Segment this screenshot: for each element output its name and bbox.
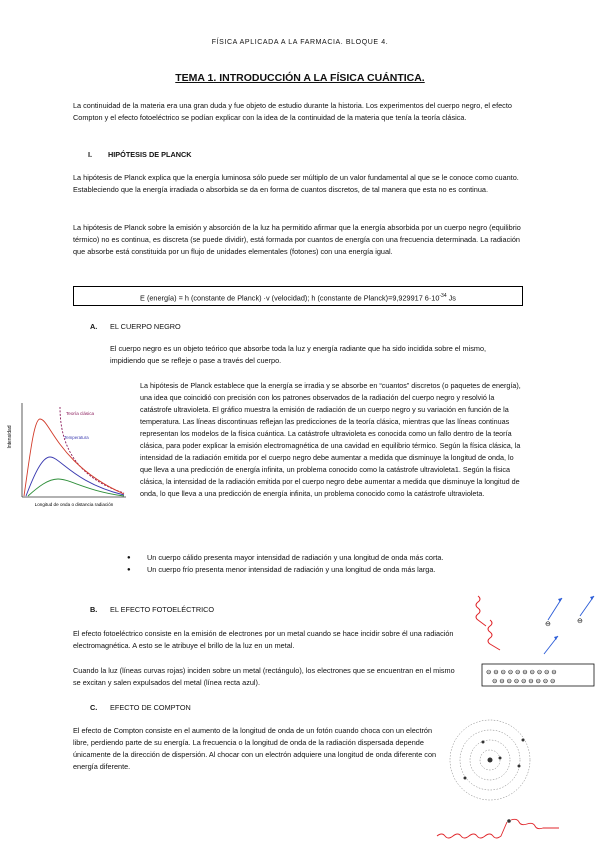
metal-electrons-row-2: ⊖ ⊖ ⊖ ⊖ ⊖ ⊖ ⊖ ⊖ ⊖ bbox=[492, 678, 556, 685]
formula-unit: Js bbox=[448, 293, 456, 303]
page-title: TEMA 1. INTRODUCCIÓN A LA FÍSICA CUÁNTICA. bbox=[175, 72, 425, 84]
photoelectric-paragraph-1: El efecto fotoeléctrico consiste en la emisión de electrones por un metal cuando se hace incidir sobre él una radiación electromagnética. A esto se le atribuye el brillo de la luz en un metal. bbox=[73, 629, 454, 650]
section-title: HIPÓTESIS DE PLANCK bbox=[108, 150, 192, 159]
electron-path-3-arrow bbox=[554, 636, 558, 640]
free-electron: ⊖ bbox=[577, 618, 583, 625]
orbit-electron bbox=[499, 757, 502, 760]
scattered-photon-wave bbox=[511, 819, 559, 828]
page-header: FÍSICA APLICADA A LA FARMACIA. BLOQUE 4. bbox=[211, 39, 389, 46]
formula-text: E (energía) = h (constante de Planck) ·v (velocidad); h (constante de Planck)=9,929917 6·10 bbox=[140, 293, 440, 303]
subsection-c-title: EFECTO DE COMPTON bbox=[110, 703, 191, 712]
black-body-paragraph-1: El cuerpo negro es un objeto teórico que absorbe toda la luz y energía radiante que ha sido incidida sobre el mismo, impidiendo que se refleje o pase a través del cuerpo. bbox=[110, 344, 487, 365]
photoelectric-effect-figure bbox=[470, 590, 598, 695]
temperature-label: Temperatura bbox=[64, 435, 89, 440]
orbit-electron bbox=[482, 741, 485, 744]
subsection-c-letter: C. bbox=[90, 703, 98, 712]
temperature-bullet-list bbox=[127, 552, 537, 576]
bullet-warm-body: ● Un cuerpo cálido presenta mayor intensidad de radiación y una longitud de onda más corta. bbox=[127, 552, 537, 564]
section-number: I. bbox=[88, 150, 93, 159]
classical-theory-label: Teoría clásica bbox=[66, 411, 95, 416]
nucleus bbox=[488, 758, 493, 763]
formula-exponent: -34 bbox=[439, 293, 447, 299]
subsection-b-letter: B. bbox=[90, 605, 98, 614]
cold-curve bbox=[28, 479, 124, 496]
planck-paragraph-1: La hipótesis de Planck explica que la energía luminosa sólo puede ser múltiplo de un valor fundamental al que se le conoce como cuanto. Estableciendo que la energía irradiada o absorbida se da en forma de cuantos discretos, de tal manera que esta no es continua. bbox=[73, 173, 519, 194]
planck-formula-box bbox=[73, 286, 523, 306]
subsection-b-title: EL EFECTO FOTOELÉCTRICO bbox=[110, 605, 215, 614]
subsection-a-title: EL CUERPO NEGRO bbox=[110, 322, 181, 331]
bullet-cold-body: ● Un cuerpo frío presenta menor intensidad de radiación y una longitud de onda más larga. bbox=[127, 564, 537, 576]
intro-paragraph: La continuidad de la materia era una gran duda y fue objeto de estudio durante la historia. Los experimentos del cuerpo negro, el efecto Compton y el efecto fotoeléctrico se podían explicar con la idea de la continuidad de la materia que tenía la teoría clásica. bbox=[73, 101, 512, 122]
orbit-electron bbox=[522, 739, 525, 742]
orbit-electron bbox=[464, 777, 467, 780]
metal-electrons-row-1: ⊖ ⊖ ⊖ ⊖ ⊖ ⊖ ⊖ ⊖ ⊖ ⊖ bbox=[486, 669, 557, 676]
y-axis-label: Intensidad bbox=[7, 425, 13, 449]
hot-curve bbox=[24, 419, 124, 496]
incident-photon-wave bbox=[437, 822, 507, 838]
free-electron bbox=[507, 819, 511, 823]
x-axis-label: Longitud de onda o distancia radiación bbox=[34, 502, 114, 507]
orbit-electron bbox=[518, 765, 521, 768]
black-body-paragraph-2: La hipótesis de Planck establece que la energía se irradia y se absorbe en “cuantos” discretos (o paquetes de energía), una idea que coincidió con precisión con los patrones observados de la radiación del cuerpo negro y resolvió la catástrofe ultravioleta. El gráfico muestra la emisión de radiación de un cuerpo negro y su variación en función de la temperatura. Las líneas discontinuas reflejan las predicciones de la teoría clásica, mientras que las líneas continuas representan los modelos de la física cuántica. La catástrofe ultravioleta es conocida como un fallo dentro de la teoría clásica, para poder explicar la emisión electromagnética de una cavidad en equilibrio térmico. Según la física clásica, la intensidad de la radiación emitida por el cuerpo negro debe aumentar a medida que disminuye la longitud de onda, lo que lleva a una predicción de energía infinita, un problema conocido como la catástrofe ultravioleta1. Según la física clásica, la intensidad de la radiación emitida por el cuerpo negro debe aumentar a medida que disminuye la longitud de onda, lo que lleva a una predicción de energía infinita, un problema conocido como la catástrofe ultravioleta. bbox=[140, 381, 521, 498]
electron-path-2-arrow bbox=[590, 596, 594, 600]
black-body-radiation-figure bbox=[4, 395, 130, 515]
free-electron: ⊖ bbox=[545, 621, 551, 628]
incident-light-wave-1 bbox=[476, 596, 486, 626]
compton-paragraph: El efecto de Compton consiste en el aumento de la longitud de onda de un fotón cuando choca con un electrón libre, perdiendo parte de su energía. La frecuencia o la longitud de onda de la radiación dispersada depende únicamente de la dirección de dispersión. Al chocar con un electrón adquiere una longitud de onda diferente con energía diferente. bbox=[73, 726, 437, 771]
photoelectric-paragraph-2: Cuando la luz (líneas curvas rojas) inciden sobre un metal (rectángulo), los electrones que se encuentran en el mismo se excitan y salen expulsados del metal (línea recta azul). bbox=[73, 666, 455, 687]
subsection-a-letter: A. bbox=[90, 322, 98, 331]
compton-effect-figure bbox=[435, 718, 565, 840]
electron-path-1-arrow bbox=[558, 598, 562, 602]
planck-paragraph-2: La hipótesis de Planck sobre la emisión y absorción de la luz ha permitido afirmar que la energía absorbida por un cuerpo negro (equilibrio térmico) no es continua, es discreta (se puede dividir), está formada por cuantos de energía con una frecuencia determinada. La radiación que absorbe está constituida por un flujo de unidades elementales (fotones) con una energía igual. bbox=[73, 223, 521, 256]
incident-light-wave-2 bbox=[488, 620, 500, 650]
classical-theory-curve bbox=[60, 407, 124, 493]
mid-curve bbox=[26, 457, 124, 496]
